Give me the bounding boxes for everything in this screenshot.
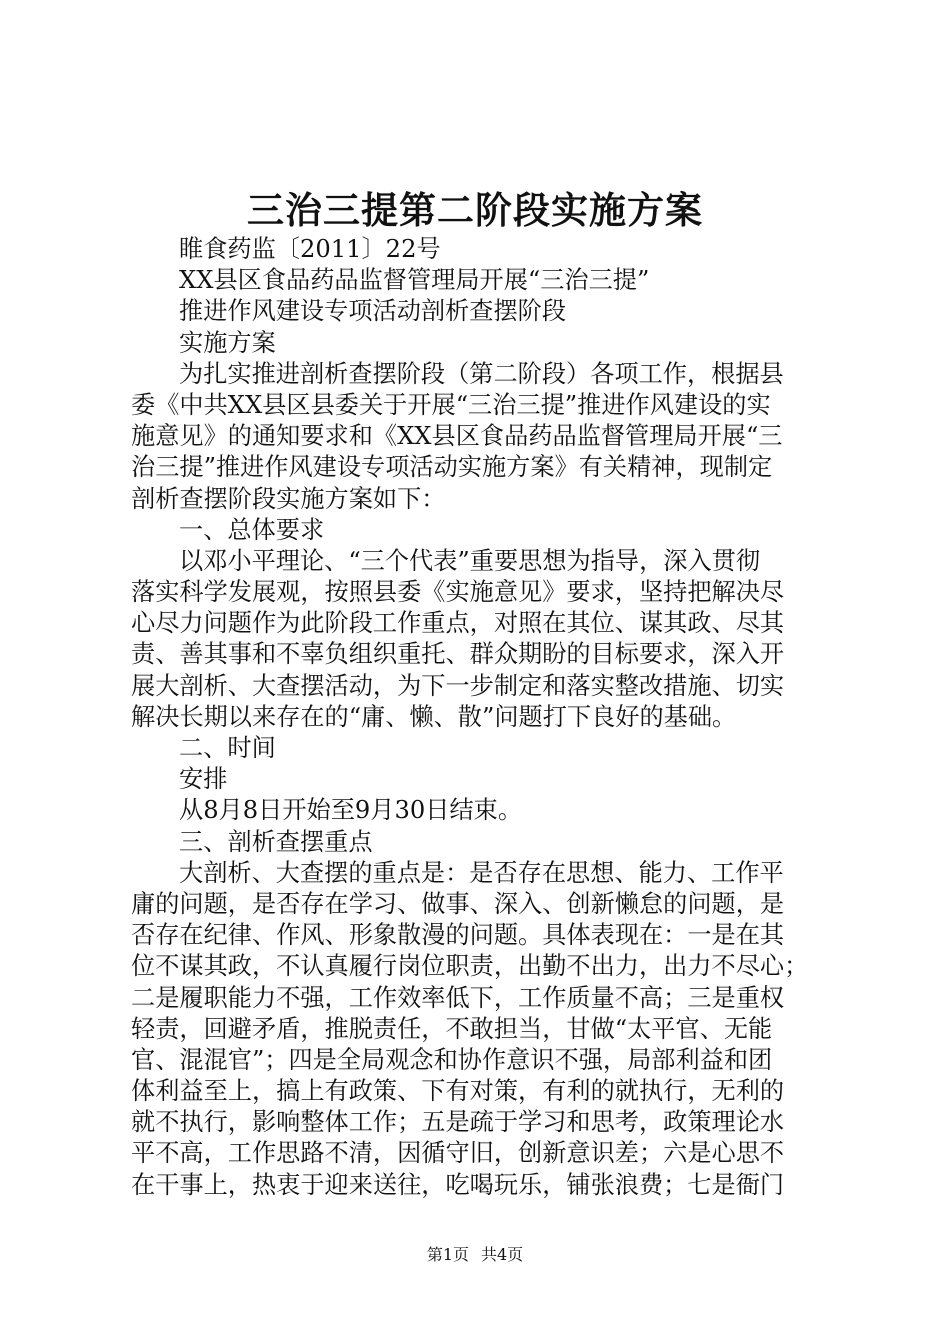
text-line: 展大剖析、大查摆活动，为下一步制定和落实整改措施、切实 xyxy=(131,671,785,700)
text-line: 三、剖析查摆重点 xyxy=(179,827,373,856)
text-line: 施意见》的通知要求和《XX县区食品药品监督管理局开展“三 xyxy=(131,422,783,451)
text-line: 委《中共XX县区县委关于开展“三治三提”推进作风建设的实 xyxy=(131,390,771,419)
text-line: 二是履职能力不强，工作效率低下，工作质量不高；三是重权 xyxy=(131,983,785,1012)
text-line: 责、善其事和不辜负组织重托、群众期盼的目标要求，深入开 xyxy=(131,640,785,669)
page-number: 第1页 xyxy=(426,1245,469,1264)
text-line: 在干事上，热衷于迎来送往，吃喝玩乐，铺张浪费；七是衙门 xyxy=(131,1170,785,1199)
text-line: XX县区食品药品监督管理局开展“三治三提” xyxy=(179,266,650,295)
document-title: 三治三提第二阶段实施方案 xyxy=(247,188,703,232)
text-line: 安排 xyxy=(179,765,228,794)
text-line: 位不谋其政，不认真履行岗位职责，出勤不出力，出力不尽心； xyxy=(131,952,809,981)
text-line: 推进作风建设专项活动剖析查摆阶段 xyxy=(179,297,567,326)
page-footer xyxy=(0,1244,950,1266)
text-line: 从8月8日开始至9月30日结束。 xyxy=(179,796,523,825)
text-line: 为扎实推进剖析查摆阶段（第二阶段）各项工作，根据县 xyxy=(179,359,784,388)
text-line: 治三提”推进作风建设专项活动实施方案》有关精神，现制定 xyxy=(131,453,773,482)
text-line: 大剖析、大查摆的重点是：是否存在思想、能力、工作平 xyxy=(179,858,784,887)
text-line: 庸的问题，是否存在学习、做事、深入、创新懒怠的问题，是 xyxy=(131,889,785,918)
text-line: 实施方案 xyxy=(179,328,276,357)
text-line: 体利益至上，搞上有政策、下有对策，有利的就执行，无利的 xyxy=(131,1077,785,1106)
text-line: 落实科学发展观，按照县委《实施意见》要求，坚持把解决尽 xyxy=(131,578,785,607)
text-line: 轻责，回避矛盾，推脱责任，不敢担当，甘做“太平官、无能 xyxy=(131,1014,773,1043)
document-body xyxy=(131,234,831,1201)
text-line: 睢食药监〔2011〕22号 xyxy=(179,235,441,263)
page-total: 共4页 xyxy=(481,1245,524,1264)
text-line: 剖析查摆阶段实施方案如下： xyxy=(131,484,446,513)
text-line: 官、混混官”；四是全局观念和协作意识不强，局部利益和团 xyxy=(131,1045,773,1074)
text-line: 二、时间 xyxy=(179,734,276,762)
text-line: 否存在纪律、作风、形象散漫的问题。具体表现在：一是在其 xyxy=(131,921,785,950)
text-line: 一、总体要求 xyxy=(179,515,325,544)
text-line: 就不执行，影响整体工作；五是疏于学习和思考，政策理论水 xyxy=(131,1108,785,1137)
text-line: 解决长期以来存在的“庸、懒、散”问题打下良好的基础。 xyxy=(131,702,737,731)
text-line: 心尽力问题作为此阶段工作重点，对照在其位、谋其政、尽其 xyxy=(131,609,785,638)
text-line: 平不高，工作思路不清，因循守旧，创新意识差；六是心思不 xyxy=(131,1139,785,1168)
text-line: 以邓小平理论、“三个代表”重要思想为指导，深入贯彻 xyxy=(179,546,761,575)
